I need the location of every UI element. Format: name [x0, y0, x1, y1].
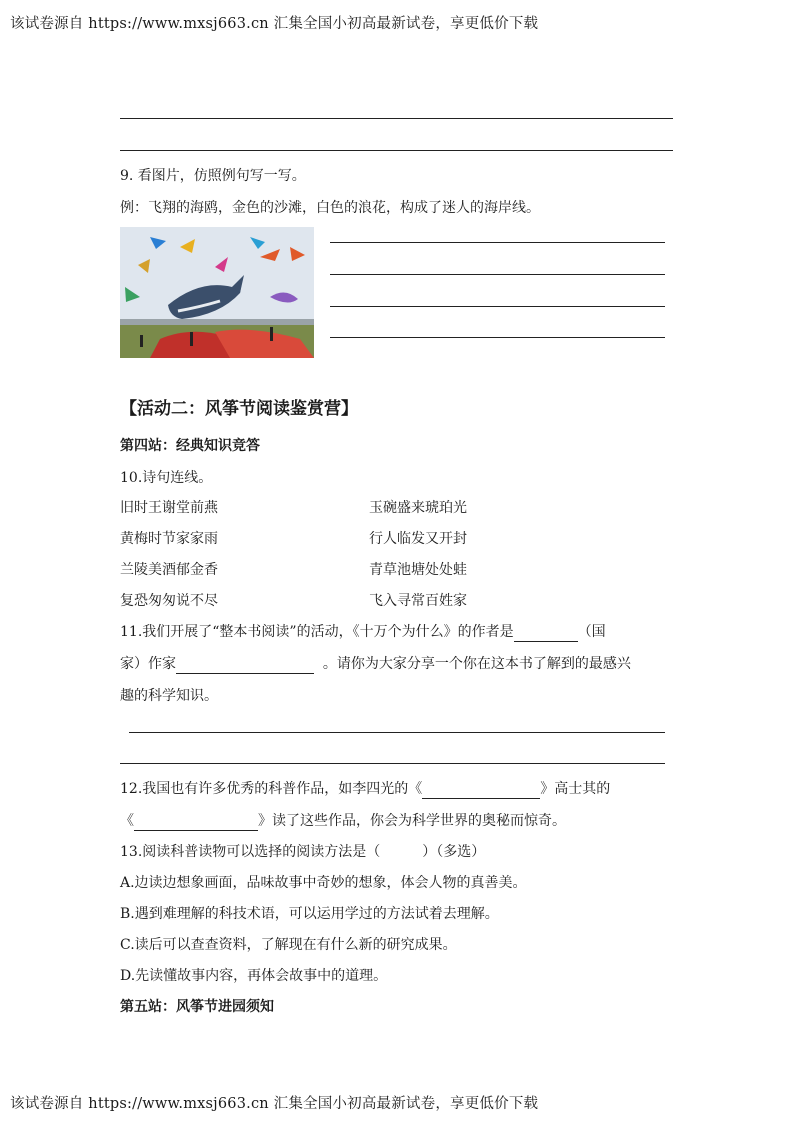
book-title-blank-1[interactable]	[422, 782, 540, 799]
answer-line[interactable]	[330, 242, 665, 243]
question-12-line-2	[120, 811, 566, 831]
book-title-blank-2[interactable]	[134, 814, 258, 831]
station-4-title: 第四站：经典知识竞答	[120, 438, 260, 454]
question-11-line-1	[120, 622, 606, 642]
poem-left-line[interactable]: 旧时王谢堂前燕	[120, 500, 218, 516]
question-9-example: 例：飞翔的海鸥，金色的沙滩，白色的浪花，构成了迷人的海岸线。	[120, 200, 540, 216]
question-11-line-2	[120, 654, 631, 674]
poem-right-line[interactable]: 青草池塘处处蛙	[369, 562, 467, 578]
question-12-text: 12.我国也有许多优秀的科普作品，如李四光的《	[120, 781, 423, 797]
question-11-text: 。请你为大家分享一个你在这本书了解到的最感兴	[322, 656, 631, 672]
option-c[interactable]: C.读后可以查查资料，了解现在有什么新的研究成果。	[120, 937, 457, 953]
poem-right-line[interactable]: 玉碗盛来琥珀光	[369, 500, 467, 516]
option-a[interactable]: A.边读边想象画面，品味故事中奇妙的想象，体会人物的真善美。	[120, 875, 527, 891]
kite-festival-photo	[120, 227, 314, 358]
answer-line[interactable]	[330, 306, 665, 307]
answer-line[interactable]	[120, 763, 665, 764]
question-11-text: 11.我们开展了“整本书阅读”的活动，《十万个为什么》的作者是	[120, 624, 514, 640]
option-d[interactable]: D.先读懂故事内容，再体会故事中的道理。	[120, 968, 388, 984]
poem-right-line[interactable]: 行人临发又开封	[369, 531, 467, 547]
question-11-text: 家）作家	[120, 656, 176, 672]
kite-festival-illustration	[120, 227, 314, 358]
page-header: 该试卷源自 https://www.mxsj663.cn 汇集全国小初高最新试卷，享更低价下载	[10, 16, 539, 32]
answer-line[interactable]	[120, 118, 673, 119]
question-12-line-1	[120, 779, 610, 799]
question-12-text: 》读了这些作品，你会为科学世界的奥秘而惊奇。	[258, 813, 566, 829]
page-footer: 该试卷源自 https://www.mxsj663.cn 汇集全国小初高最新试卷，享更低价下载	[10, 1096, 539, 1112]
question-12-text: 《	[120, 813, 134, 829]
answer-line[interactable]	[120, 150, 673, 151]
question-12-text: 》高士其的	[540, 781, 611, 797]
option-b[interactable]: B.遇到难理解的科技术语，可以运用学过的方法试着去理解。	[120, 906, 499, 922]
question-11-line-3: 趣的科学知识。	[120, 688, 218, 704]
answer-line[interactable]	[129, 732, 665, 733]
poem-left-line[interactable]: 黄梅时节家家雨	[120, 531, 218, 547]
question-10-prompt: 10.诗句连线。	[120, 470, 213, 486]
question-13-prompt: 13.阅读科普读物可以选择的阅读方法是（ ）（多选）	[120, 844, 486, 860]
question-9-prompt: 9. 看图片，仿照例句写一写。	[120, 168, 306, 184]
author-country-blank[interactable]	[514, 625, 578, 642]
poem-left-line[interactable]: 兰陵美酒郁金香	[120, 562, 218, 578]
poem-left-line[interactable]: 复恐匆匆说不尽	[120, 593, 218, 609]
answer-line[interactable]	[330, 274, 665, 275]
station-5-title: 第五站：风筝节进园须知	[120, 999, 274, 1015]
poem-right-line[interactable]: 飞入寻常百姓家	[369, 593, 467, 609]
author-name-blank[interactable]	[176, 657, 314, 674]
question-11-text: （国	[577, 624, 606, 640]
answer-line[interactable]	[330, 337, 665, 338]
activity-2-title: 【活动二：风筝节阅读鉴赏营】	[120, 399, 358, 419]
